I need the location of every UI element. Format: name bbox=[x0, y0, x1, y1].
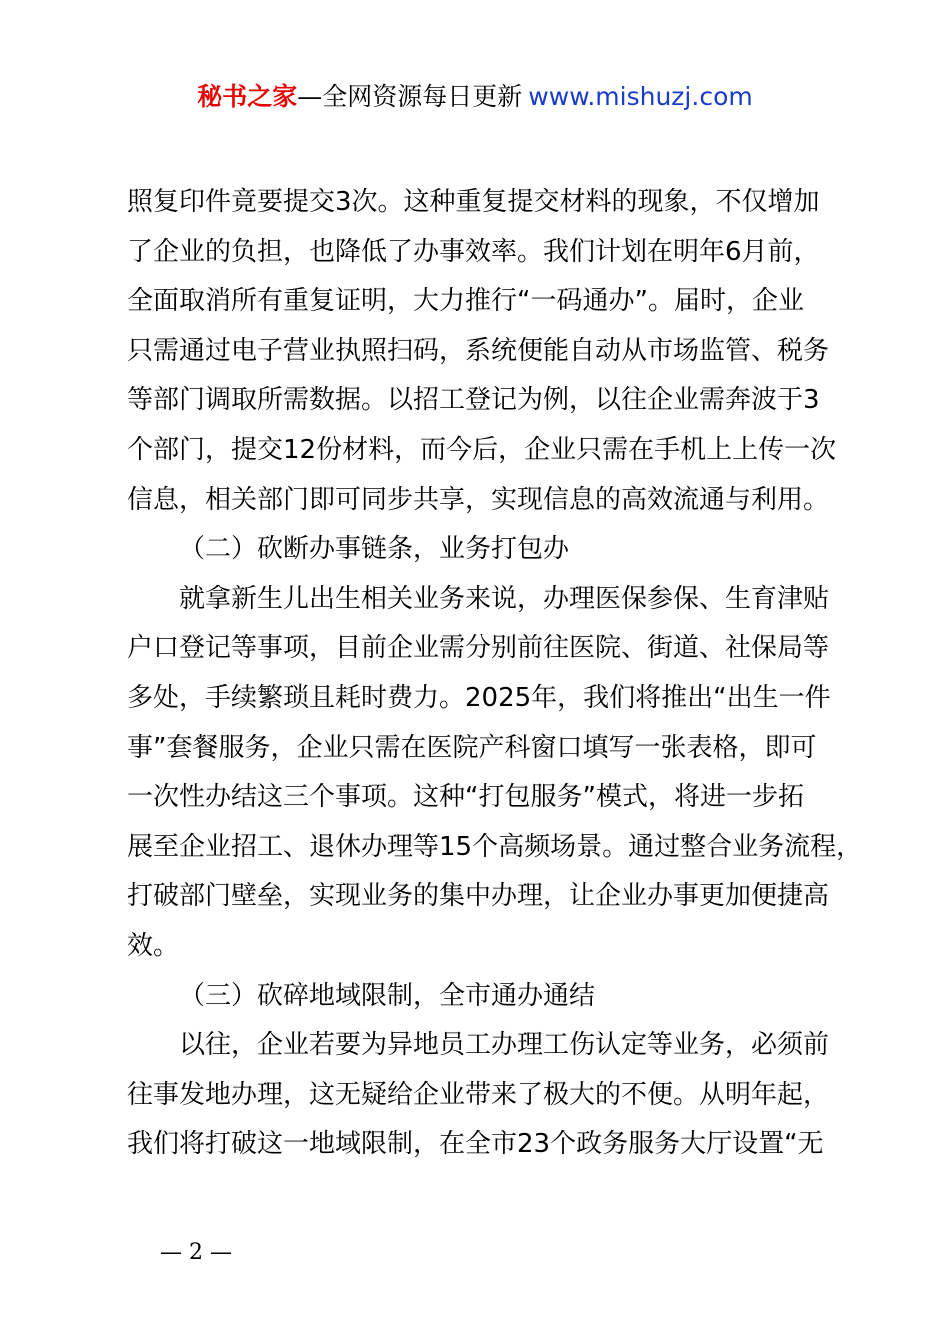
text-line-6: 个部门，提交12份材料，而今后，企业只需在手机上上传一次 bbox=[127, 434, 837, 465]
brand-name: 秘书之家 bbox=[197, 82, 298, 111]
text-line-16: 效。 bbox=[127, 930, 180, 961]
text-line-3: 全面取消所有重复证明，大力推行“一码通办”。届时，企业 bbox=[127, 286, 804, 317]
header-tagline: —全网资源每日更新 bbox=[297, 82, 523, 111]
text-line-10: 户口登记等事项，目前企业需分别前往医院、街道、社保局等 bbox=[127, 633, 830, 664]
text-line-14: 展至企业招工、退休办理等15个高频场景。通过整合业务流程， bbox=[127, 831, 863, 862]
text-line-9: 就拿新生儿出生相关业务来说，办理医保参保、生育津贴 bbox=[179, 583, 830, 614]
text-line-18: 以往，企业若要为异地员工办理工伤认定等业务，必须前 bbox=[179, 1030, 830, 1061]
document-body bbox=[127, 178, 863, 1170]
text-line-5: 等部门调取所需数据。以招工登记为例，以往企业需奔波于3 bbox=[127, 385, 820, 416]
page-number: — 2 — bbox=[160, 1240, 232, 1265]
section-heading-3: （三）砍碎地域限制，全市通办通结 bbox=[179, 980, 596, 1011]
site-url-link[interactable]: www.mishuzj.com bbox=[528, 82, 753, 111]
text-line-19: 往事发地办理，这无疑给企业带来了极大的不便。从明年起， bbox=[127, 1079, 830, 1110]
text-line-15: 打破部门壁垒，实现业务的集中办理，让企业办事更加便捷高 bbox=[127, 881, 830, 912]
text-line-2: 了企业的负担，也降低了办事效率。我们计划在明年6月前， bbox=[127, 236, 820, 267]
text-line-11: 多处，手续繁琐且耗时费力。2025年，我们将推出“出生一件 bbox=[127, 682, 831, 713]
text-line-12: 事”套餐服务，企业只需在医院产科窗口填写一张表格，即可 bbox=[127, 732, 817, 763]
site-header bbox=[0, 80, 950, 114]
text-line-20: 我们将打破这一地域限制，在全市23个政务服务大厅设置“无 bbox=[127, 1129, 824, 1160]
text-line-4: 只需通过电子营业执照扫码，系统便能自动从市场监管、税务 bbox=[127, 335, 830, 366]
text-line-13: 一次性办结这三个事项。这种“打包服务”模式，将进一步拓 bbox=[127, 782, 804, 813]
text-line-1: 照复印件竟要提交3次。这种重复提交材料的现象，不仅增加 bbox=[127, 187, 820, 217]
text-line-7: 信息，相关部门即可同步共享，实现信息的高效流通与利用。 bbox=[127, 484, 830, 515]
section-heading-2: （二）砍断办事链条，业务打包办 bbox=[179, 534, 570, 565]
